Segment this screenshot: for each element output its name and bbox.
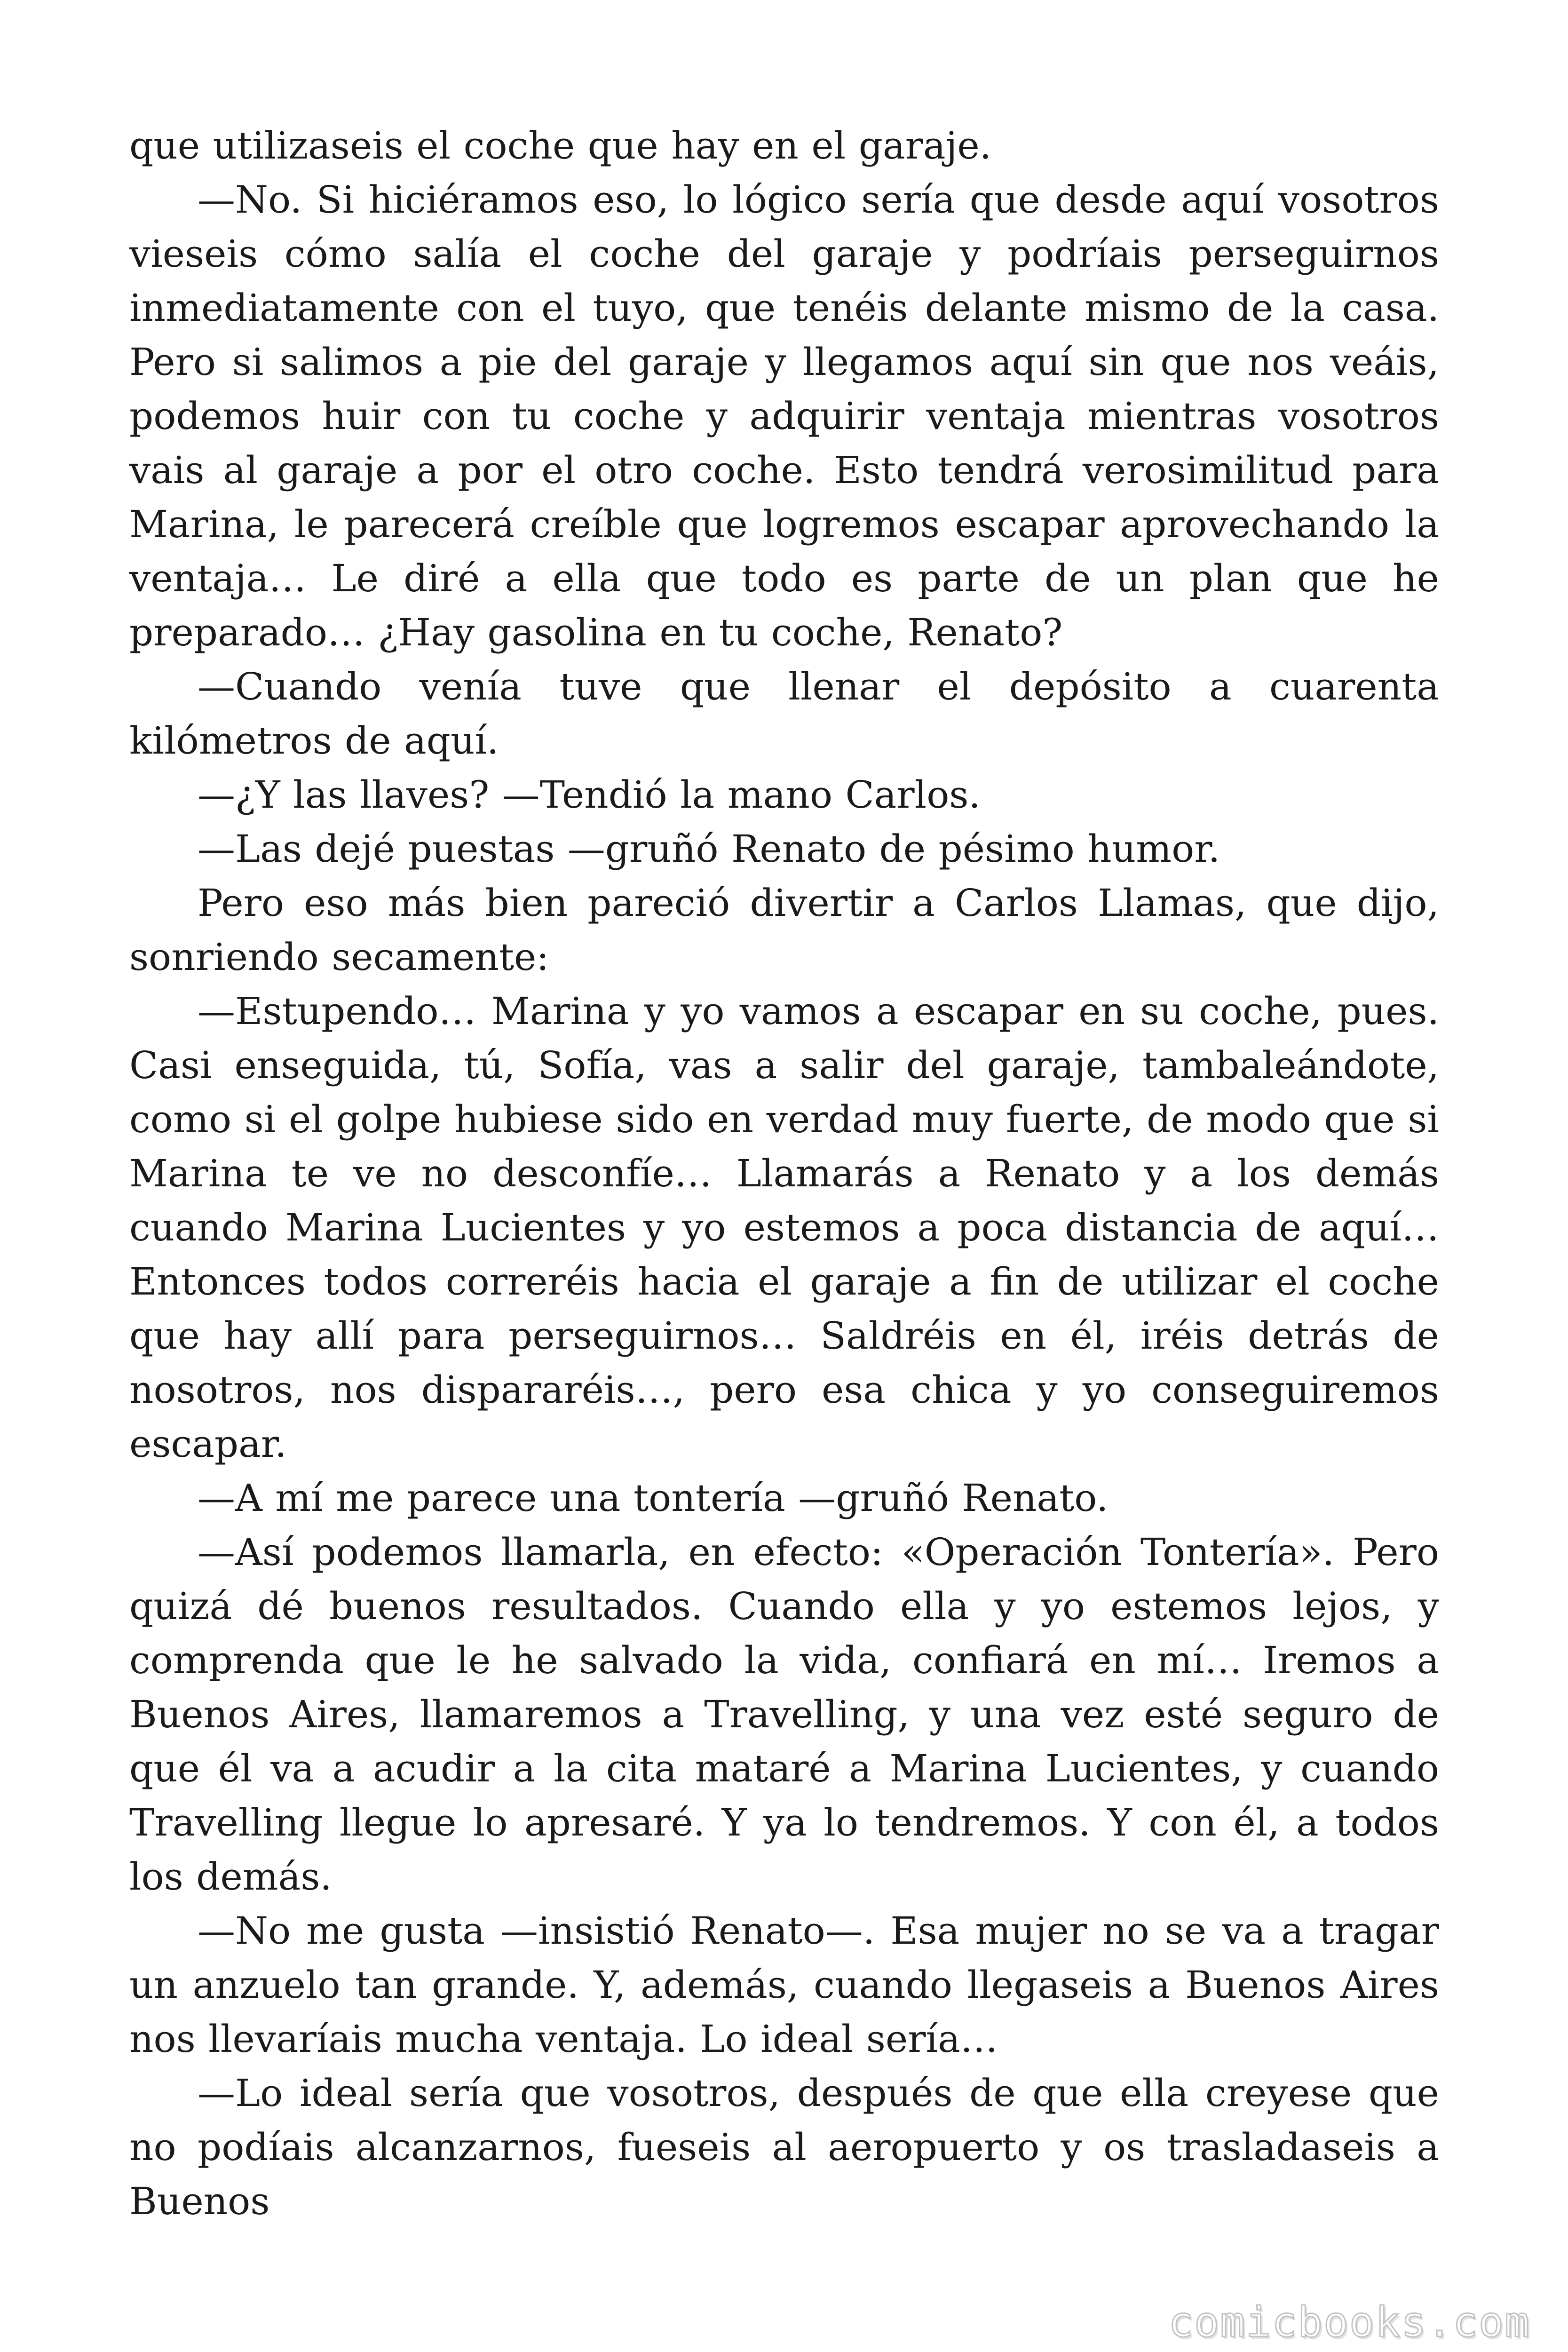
paragraph: —Así podemos llamarla, en efecto: «Operación Tontería». Pero quizá dé buenos resultados. Cuando ella y yo estemos lejos, y comprenda que le he salvado la vida, confiará en mí… Iremos a Buenos Aires, llamaremos a Travelling, y una vez esté seguro de que él va a acudir a la cita mataré a Marina Lucientes, y cuando Travelling llegue lo apresaré. Y ya lo tendremos. Y con él, a todos los demás. [129, 1530, 1439, 1899]
paragraph: —No me gusta —insistió Renato—. Esa mujer no se va a tragar un anzuelo tan grande. Y, además, cuando llegaseis a Buenos Aires nos llevaríais mucha ventaja. Lo ideal sería… [129, 1909, 1439, 2061]
paragraph: —Las dejé puestas —gruñó Renato de pésimo humor. [198, 827, 1220, 871]
paragraph: Pero eso más bien pareció divertir a Carlos Llamas, que dijo, sonriendo secamente: [129, 881, 1439, 979]
paragraph: que utilizaseis el coche que hay en el garaje. [129, 124, 992, 167]
paragraph: —Lo ideal sería que vosotros, después de que ella creyese que no podíais alcanzarnos, fueseis al aeropuerto y os trasladaseis a Buenos [129, 2071, 1439, 2223]
watermark: comicbooks.com [1168, 2298, 1530, 2346]
paragraph: —Estupendo… Marina y yo vamos a escapar en su coche, pues. Casi enseguida, tú, Sofía, vas a salir del garaje, tambaleándote, como si el golpe hubiese sido en verdad muy fuerte, de modo que si Marina te ve no desconfíe… Llamarás a Renato y a los demás cuando Marina Lucientes y yo estemos a poca distancia de aquí… Entonces todos correréis hacia el garaje a fin de utilizar el coche que hay allí para perseguirnos… Saldréis en él, iréis detrás de nosotros, nos dispararéis…, pero esa chica y yo conseguiremos escapar. [129, 989, 1439, 1466]
paragraph: —A mí me parece una tontería —gruñó Renato. [198, 1476, 1109, 1520]
paragraph: —¿Y las llaves? —Tendió la mano Carlos. [198, 773, 981, 817]
body-text [129, 119, 1439, 2228]
paragraph: —Cuando venía tuve que llenar el depósito a cuarenta kilómetros de aquí. [129, 665, 1439, 763]
paragraph: —No. Si hiciéramos eso, lo lógico sería que desde aquí vosotros vieseis cómo salía el coche del garaje y podríais perseguirnos inmediatamente con el tuyo, que tenéis delante mismo de la casa. Pero si salimos a pie del garaje y llegamos aquí sin que nos veáis, podemos huir con tu coche y adquirir ventaja mientras vosotros vais al garaje a por el otro coche. Esto tendrá verosimilitud para Marina, le parecerá creíble que logremos escapar aprovechando la ventaja… Le diré a ella que todo es parte de un plan que he preparado… ¿Hay gasolina en tu coche, Renato? [129, 178, 1439, 654]
